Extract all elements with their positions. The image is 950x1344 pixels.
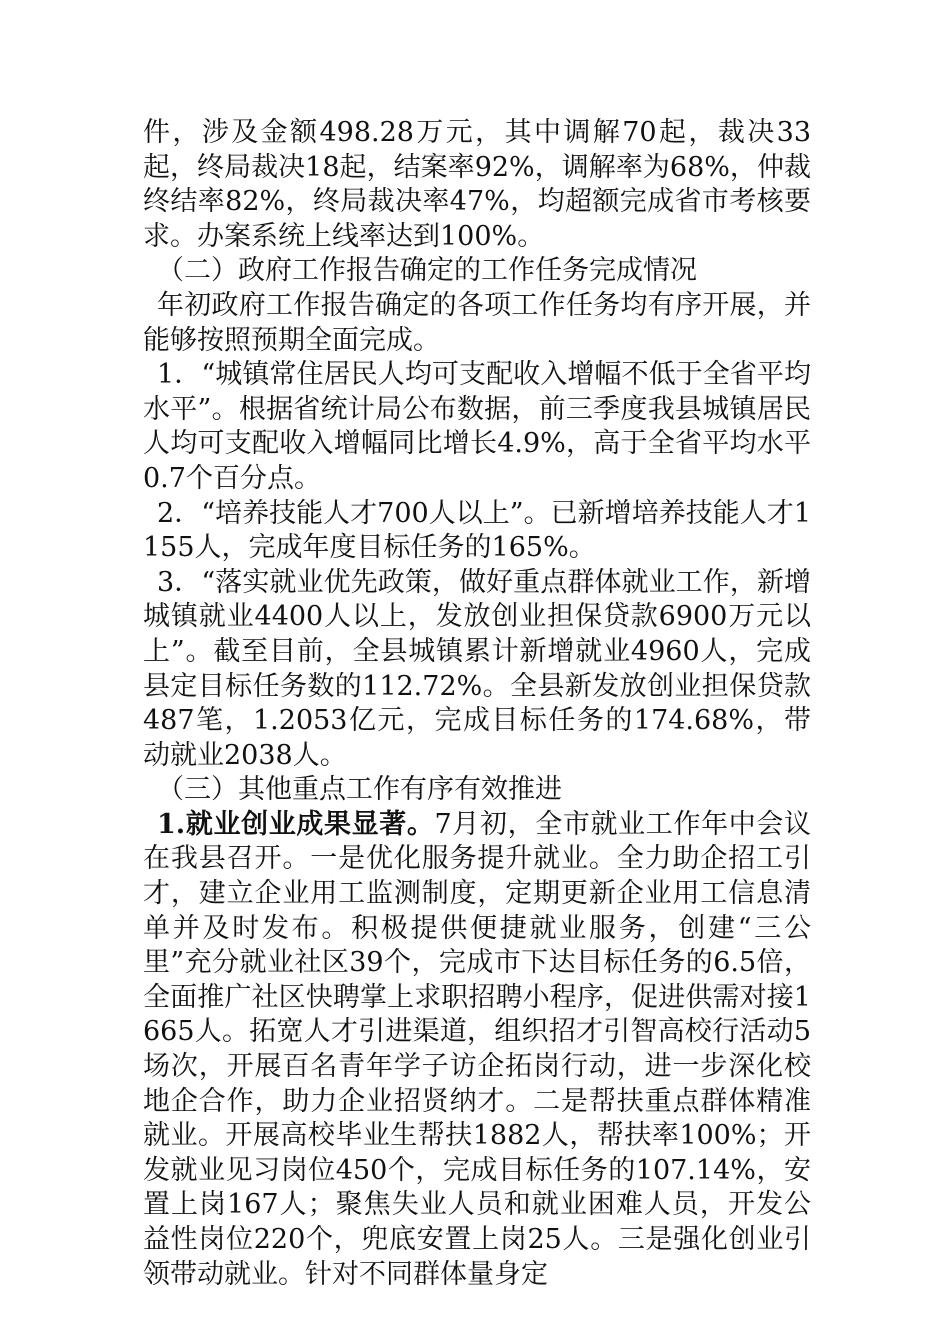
- paragraph-task-overview: 年初政府工作报告确定的各项工作任务均有序开展，并能够按照预期全面完成。: [143, 289, 811, 356]
- paragraph-employment: [143, 808, 811, 1292]
- section-heading-3: （三）其他重点工作有序有效推进: [157, 774, 562, 806]
- paragraph-task-2: 2．“培养技能人才700人以上”。已新增培养技能人才1155人，完成年度目标任务的165%。: [143, 497, 811, 564]
- paragraph-arbitration-summary: 件，涉及金额498.28万元，其中调解70起，裁决33起，终局裁决18起，结案率92%，调解率为68%，仲裁终结率82%，终局裁决率47%，均超额完成省市考核要求。办案系统上线率达到100%。: [143, 117, 811, 252]
- section-heading-2: （二）政府工作报告确定的工作任务完成情况: [157, 255, 697, 287]
- document-page: [143, 116, 811, 1292]
- paragraph-task-3: 3．“落实就业优先政策，做好重点群体就业工作，新增城镇就业4400人以上，发放创业担保贷款6900万元以上”。截至目前，全县城镇累计新增就业4960人，完成县定目标任务数的112.72%。全县新发放创业担保贷款487笔，1.2053亿元，完成目标任务的174.68%，带动就业2038人。: [143, 566, 811, 771]
- paragraph-lead-heading: 1.就业创业成果显著。: [157, 808, 435, 840]
- paragraph-employment-body: 7月初，全市就业工作年中会议在我县召开。一是优化服务提升就业。全力助企招工引才，建立企业用工监测制度，定期更新企业用工信息清单并及时发布。积极提供便捷就业服务，创建“三公里”充分就业社区39个，完成市下达目标任务的6.5倍，全面推广社区快聘掌上求职招聘小程序，促进供需对接1665人。拓宽人才引进渠道，组织招才引智高校行活动5场次，开展百名青年学子访企拓岗行动，进一步深化校地企合作，助力企业招贤纳才。二是帮扶重点群体精准就业。开展高校毕业生帮扶1882人，帮扶率100%；开发就业见习岗位450个，完成目标任务的107.14%，安置上岗167人；聚焦失业人员和就业困难人员，开发公益性岗位220个，兜底安置上岗25人。三是强化创业引领带动就业。针对不同群体量身定: [143, 808, 811, 1290]
- paragraph-task-1: 1．“城镇常住居民人均可支配收入增幅不低于全省平均水平”。根据省统计局公布数据，前三季度我县城镇居民人均可支配收入增幅同比增长4.9%，高于全省平均水平0.7个百分点。: [143, 359, 811, 494]
